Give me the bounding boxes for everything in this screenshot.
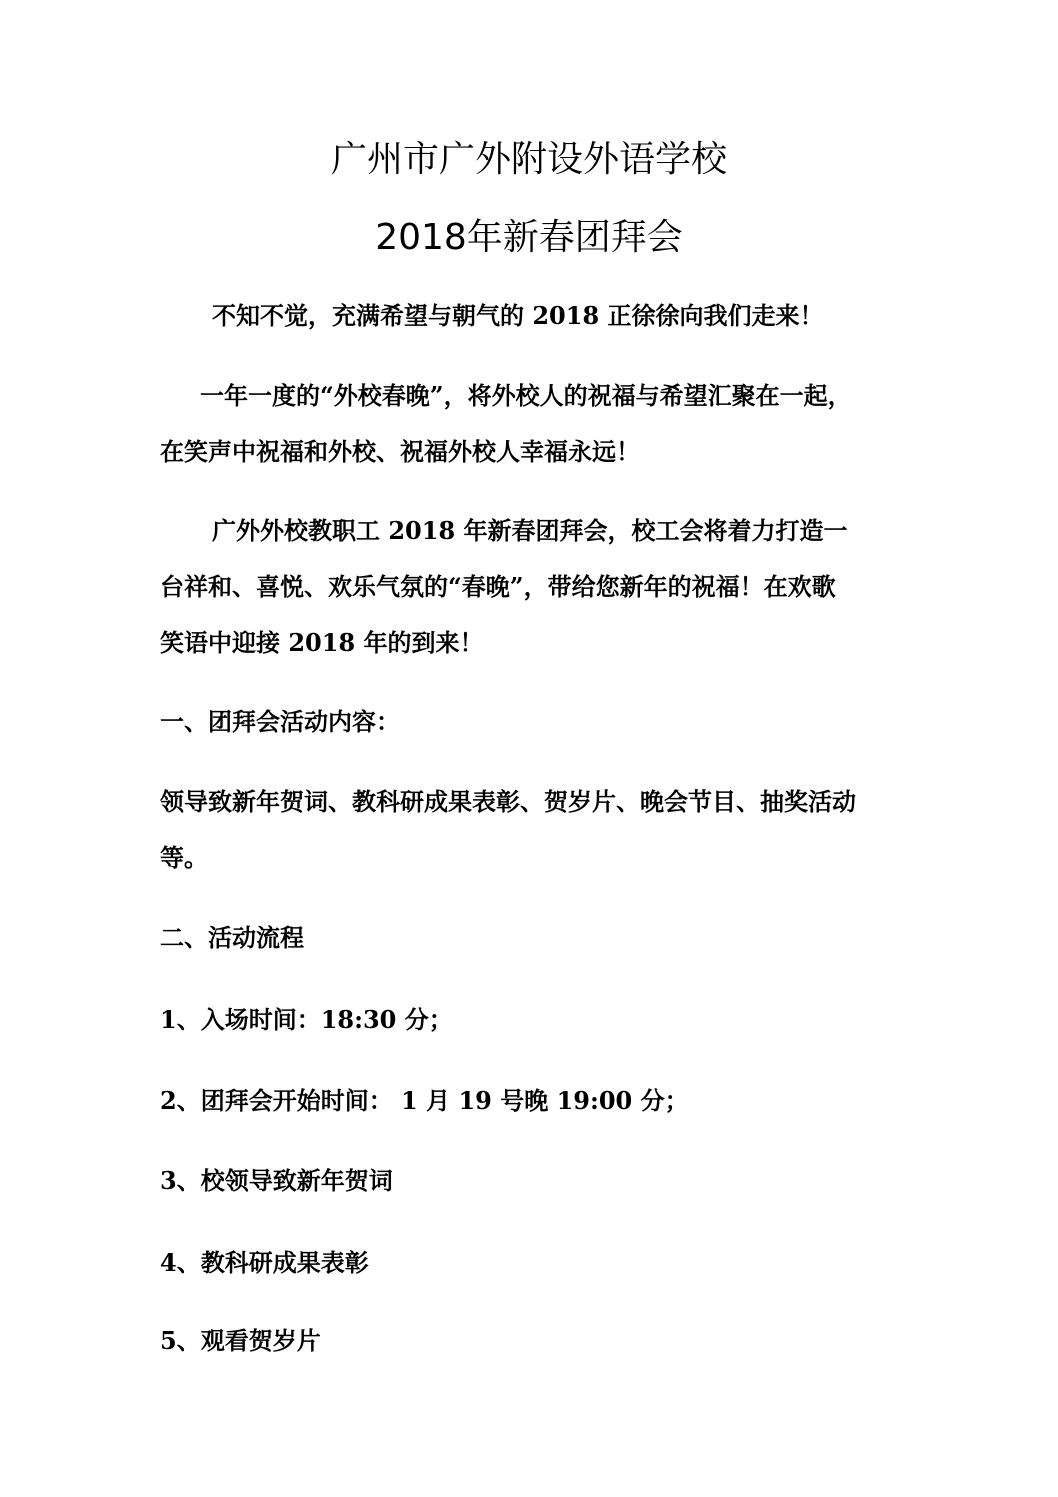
section-heading-activity-flow-text: 二、活动流程 <box>160 923 304 952</box>
flow-step-4 <box>160 1235 902 1291</box>
paragraph-spring-gala-line-1: 一年一度的“外校春晚”，将外校人的祝福与希望汇聚在一起， <box>200 381 852 410</box>
paragraph-staff-gathering <box>160 503 902 671</box>
flow-step-text: 4、教科研成果表彰 <box>160 1248 369 1277</box>
flow-step-text: 5、观看贺岁片 <box>160 1326 321 1355</box>
flow-step-text: 3、校领导致新年贺词 <box>160 1166 393 1195</box>
flow-step-text: 1、入场时间：18:30 分； <box>160 1005 453 1034</box>
flow-step-text: 2、团拜会开始时间： 1 月 19 号晚 19:00 分； <box>160 1086 689 1115</box>
paragraph-intro-line: 不知不觉，充满希望与朝气的 2018 正徐徐向我们走来！ <box>212 301 824 330</box>
document-title-line-1: 广州市广外附设外语学校 <box>330 139 727 180</box>
section-heading-activity-content-text: 一、团拜会活动内容： <box>160 707 400 736</box>
paragraph-spring-gala <box>160 368 902 480</box>
document-title-line-2: 2018年新春团拜会 <box>375 217 683 258</box>
paragraph-staff-gathering-line-1: 广外外校教职工 2018 年新春团拜会，校工会将着力打造一 <box>212 516 848 545</box>
flow-step-2 <box>160 1073 902 1129</box>
paragraph-staff-gathering-line-2: 台祥和、喜悦、欢乐气氛的“春晚”，带给您新年的祝福！在欢歌 <box>160 572 836 601</box>
paragraph-spring-gala-line-2: 在笑声中祝福和外校、祝福外校人幸福永远！ <box>160 437 640 466</box>
section-activity-content-line-2: 等。 <box>160 843 208 872</box>
paragraph-intro <box>212 288 954 344</box>
flow-step-3 <box>160 1153 902 1209</box>
section-activity-content-line-1: 领导致新年贺词、教科研成果表彰、贺岁片、晚会节目、抽奖活动 <box>160 787 856 816</box>
section-activity-content-body <box>160 774 902 886</box>
paragraph-staff-gathering-line-3: 笑语中迎接 2018 年的到来！ <box>160 628 484 657</box>
flow-step-5 <box>160 1313 902 1369</box>
flow-step-1 <box>160 992 902 1048</box>
section-heading-activity-content <box>160 694 902 750</box>
section-heading-activity-flow <box>160 910 902 966</box>
